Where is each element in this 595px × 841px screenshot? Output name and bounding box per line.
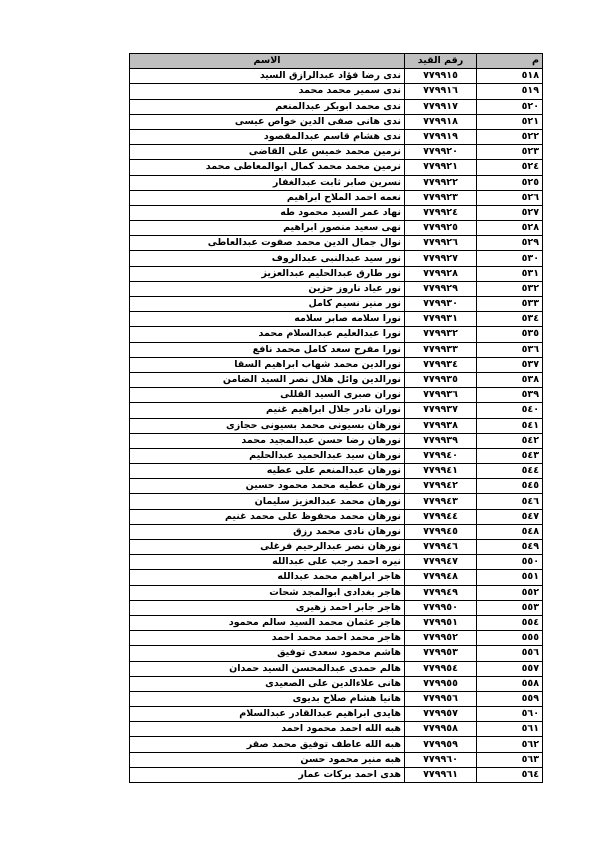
- row-name-cell: نور طارق عبدالحليم عبدالعزيز: [130, 266, 405, 281]
- row-name-cell: نور سيد عبدالنبى عبدالروف: [130, 251, 405, 266]
- row-name-cell: ندى محمد ابوبكر عبدالمنعم: [130, 99, 405, 114]
- table-row: [130, 767, 543, 782]
- row-registration-number-cell: ٧٧٩٩٣٤: [405, 357, 477, 372]
- row-registration-number-cell: ٧٧٩٩٢٤: [405, 205, 477, 220]
- row-index-cell: ٥٢٥: [477, 175, 543, 190]
- row-registration-number-cell: ٧٧٩٩٣٥: [405, 372, 477, 387]
- row-name-cell: هبه الله احمد محمود احمد: [130, 722, 405, 737]
- table-row: [130, 403, 543, 418]
- row-index-cell: ٥٥٧: [477, 661, 543, 676]
- header-name: الاسم: [130, 54, 405, 69]
- row-name-cell: هانيا هشام صلاح بديوى: [130, 691, 405, 706]
- row-registration-number-cell: ٧٧٩٩٣٣: [405, 342, 477, 357]
- table-row: [130, 221, 543, 236]
- table-row: [130, 372, 543, 387]
- row-registration-number-cell: ٧٧٩٩٥٩: [405, 737, 477, 752]
- row-registration-number-cell: ٧٧٩٩١٧: [405, 99, 477, 114]
- row-registration-number-cell: ٧٧٩٩٣٨: [405, 418, 477, 433]
- row-name-cell: نهى سعيد منصور ابراهيم: [130, 221, 405, 236]
- table-row: [130, 357, 543, 372]
- row-name-cell: هبه الله عاطف توفيق محمد صقر: [130, 737, 405, 752]
- table-row: [130, 722, 543, 737]
- row-index-cell: ٥٤٧: [477, 509, 543, 524]
- table-row: [130, 236, 543, 251]
- row-registration-number-cell: ٧٧٩٩٤٧: [405, 555, 477, 570]
- row-index-cell: ٥٤٣: [477, 448, 543, 463]
- row-name-cell: ندى هانى صفى الدين خواص عيسى: [130, 114, 405, 129]
- table-row: [130, 524, 543, 539]
- row-name-cell: نرمين محمد محمد كمال ابوالمعاطى محمد: [130, 160, 405, 175]
- row-index-cell: ٥٥٣: [477, 600, 543, 615]
- row-registration-number-cell: ٧٧٩٩٤٩: [405, 585, 477, 600]
- row-index-cell: ٥٢٠: [477, 99, 543, 114]
- row-index-cell: ٥٥٩: [477, 691, 543, 706]
- row-name-cell: نرمين محمد خميس على القاضى: [130, 145, 405, 160]
- row-index-cell: ٥٢٧: [477, 205, 543, 220]
- table-row: [130, 69, 543, 84]
- row-index-cell: ٥٤٥: [477, 479, 543, 494]
- table-row: [130, 585, 543, 600]
- table-row: [130, 327, 543, 342]
- row-registration-number-cell: ٧٧٩٩٤٢: [405, 479, 477, 494]
- row-name-cell: نورهان بسيونى محمد بسيونى حجازى: [130, 418, 405, 433]
- table-row: [130, 418, 543, 433]
- table-row: [130, 145, 543, 160]
- row-name-cell: هالم حمدى عبدالمحسن السيد حمدان: [130, 661, 405, 676]
- row-registration-number-cell: ٧٧٩٩٢٥: [405, 221, 477, 236]
- row-index-cell: ٥٥٨: [477, 676, 543, 691]
- row-name-cell: نورا عبدالعليم عبدالسلام محمد: [130, 327, 405, 342]
- row-name-cell: هاشم محمود سعدى توفيق: [130, 646, 405, 661]
- table-row: [130, 494, 543, 509]
- row-name-cell: هاجر ابراهيم محمد عبدالله: [130, 570, 405, 585]
- row-name-cell: نوران صبرى السيد القللى: [130, 388, 405, 403]
- row-registration-number-cell: ٧٧٩٩١٩: [405, 129, 477, 144]
- header-registration-number: رقم القيد: [405, 54, 477, 69]
- table-row: [130, 281, 543, 296]
- row-name-cell: نورالدين وائل هلال نصر السيد الضامن: [130, 372, 405, 387]
- table-row: [130, 752, 543, 767]
- table-row: [130, 433, 543, 448]
- table-row: [130, 631, 543, 646]
- table-row: [130, 388, 543, 403]
- row-name-cell: نعمه احمد الملاح ابراهيم: [130, 190, 405, 205]
- row-name-cell: ندى هشام قاسم عبدالمقصود: [130, 129, 405, 144]
- table-header: [130, 54, 543, 69]
- row-name-cell: نورا مفرح سعد كامل محمد نافع: [130, 342, 405, 357]
- row-name-cell: هاجر عثمان محمد السيد سالم محمود: [130, 615, 405, 630]
- row-name-cell: هاجر بغدادى ابوالمجد شحات: [130, 585, 405, 600]
- row-index-cell: ٥٤١: [477, 418, 543, 433]
- row-registration-number-cell: ٧٧٩٩٥٧: [405, 707, 477, 722]
- row-index-cell: ٥٤٩: [477, 540, 543, 555]
- table-row: [130, 175, 543, 190]
- row-index-cell: ٥٤٠: [477, 403, 543, 418]
- row-name-cell: ندى رضا فؤاد عبدالرازق السيد: [130, 69, 405, 84]
- row-registration-number-cell: ٧٧٩٩٢٩: [405, 281, 477, 296]
- row-index-cell: ٥٥٠: [477, 555, 543, 570]
- row-name-cell: هدى احمد بركات عمار: [130, 767, 405, 782]
- row-index-cell: ٥٤٤: [477, 464, 543, 479]
- row-registration-number-cell: ٧٧٩٩٥١: [405, 615, 477, 630]
- row-registration-number-cell: ٧٧٩٩٥٣: [405, 646, 477, 661]
- table-row: [130, 99, 543, 114]
- row-registration-number-cell: ٧٧٩٩٣٧: [405, 403, 477, 418]
- table-body: [130, 69, 543, 783]
- row-registration-number-cell: ٧٧٩٩٤٣: [405, 494, 477, 509]
- row-name-cell: هبه منير محمود حسن: [130, 752, 405, 767]
- table-row: [130, 737, 543, 752]
- row-registration-number-cell: ٧٧٩٩٤٥: [405, 524, 477, 539]
- row-registration-number-cell: ٧٧٩٩٤٠: [405, 448, 477, 463]
- row-registration-number-cell: ٧٧٩٩٢٢: [405, 175, 477, 190]
- header-index: م: [477, 54, 543, 69]
- row-registration-number-cell: ٧٧٩٩٥٥: [405, 676, 477, 691]
- row-name-cell: نورهان عبدالمنعم على عطيه: [130, 464, 405, 479]
- row-index-cell: ٥٢٤: [477, 160, 543, 175]
- row-name-cell: نورهان محمد عبدالعزيز سليمان: [130, 494, 405, 509]
- row-name-cell: نورهان عطيه محمد محمود حسين: [130, 479, 405, 494]
- row-registration-number-cell: ٧٧٩٩٣٢: [405, 327, 477, 342]
- row-index-cell: ٥٣٥: [477, 327, 543, 342]
- row-name-cell: نورهان نادى محمد رزق: [130, 524, 405, 539]
- table-row: [130, 129, 543, 144]
- row-index-cell: ٥٦٣: [477, 752, 543, 767]
- row-registration-number-cell: ٧٧٩٩١٥: [405, 69, 477, 84]
- table-row: [130, 691, 543, 706]
- row-registration-number-cell: ٧٧٩٩٣٩: [405, 433, 477, 448]
- row-registration-number-cell: ٧٧٩٩٥٦: [405, 691, 477, 706]
- table-row: [130, 297, 543, 312]
- row-registration-number-cell: ٧٧٩٩٢٧: [405, 251, 477, 266]
- row-name-cell: نسرين صابر ثابت عبدالغفار: [130, 175, 405, 190]
- row-registration-number-cell: ٧٧٩٩٣١: [405, 312, 477, 327]
- row-registration-number-cell: ٧٧٩٩٥٢: [405, 631, 477, 646]
- table-row: [130, 540, 543, 555]
- table-row: [130, 448, 543, 463]
- row-index-cell: ٥٥٤: [477, 615, 543, 630]
- table-row: [130, 615, 543, 630]
- row-name-cell: نورالدين محمد شهاب ابراهيم السقا: [130, 357, 405, 372]
- row-name-cell: نور عياد ناروز حزين: [130, 281, 405, 296]
- table-row: [130, 479, 543, 494]
- row-index-cell: ٥٥٢: [477, 585, 543, 600]
- row-name-cell: نورهان نصر عبدالرحيم فرغلى: [130, 540, 405, 555]
- table-row: [130, 661, 543, 676]
- row-name-cell: نورهان محمد محفوظ على محمد غنيم: [130, 509, 405, 524]
- row-index-cell: ٥٢٨: [477, 221, 543, 236]
- row-index-cell: ٥٢٩: [477, 236, 543, 251]
- row-registration-number-cell: ٧٧٩٩٢٣: [405, 190, 477, 205]
- table-row: [130, 676, 543, 691]
- row-registration-number-cell: ٧٧٩٩٣٦: [405, 388, 477, 403]
- table-row: [130, 205, 543, 220]
- row-registration-number-cell: ٧٧٩٩٢٨: [405, 266, 477, 281]
- row-name-cell: هانى علاءالدين على الصعيدى: [130, 676, 405, 691]
- row-index-cell: ٥٣٠: [477, 251, 543, 266]
- table-row: [130, 114, 543, 129]
- row-index-cell: ٥٦٤: [477, 767, 543, 782]
- header-row: [130, 54, 543, 69]
- table-row: [130, 190, 543, 205]
- row-index-cell: ٥٣٨: [477, 372, 543, 387]
- row-index-cell: ٥٣٦: [477, 342, 543, 357]
- row-index-cell: ٥٤٨: [477, 524, 543, 539]
- table-row: [130, 646, 543, 661]
- row-name-cell: هاجر جابر احمد زهيرى: [130, 600, 405, 615]
- table-row: [130, 570, 543, 585]
- table-row: [130, 160, 543, 175]
- table-row: [130, 312, 543, 327]
- row-registration-number-cell: ٧٧٩٩١٨: [405, 114, 477, 129]
- row-registration-number-cell: ٧٧٩٩٤٤: [405, 509, 477, 524]
- table-row: [130, 464, 543, 479]
- row-index-cell: ٥٣٢: [477, 281, 543, 296]
- row-name-cell: نوال جمال الدين محمد صفوت عبدالعاطى: [130, 236, 405, 251]
- row-index-cell: ٥٣١: [477, 266, 543, 281]
- row-index-cell: ٥٢٦: [477, 190, 543, 205]
- row-index-cell: ٥٦٠: [477, 707, 543, 722]
- row-registration-number-cell: ٧٧٩٩٦٠: [405, 752, 477, 767]
- row-index-cell: ٥٢٣: [477, 145, 543, 160]
- row-registration-number-cell: ٧٧٩٩٥٠: [405, 600, 477, 615]
- table-row: [130, 342, 543, 357]
- row-name-cell: هاجر محمد احمد محمد احمد: [130, 631, 405, 646]
- row-registration-number-cell: ٧٧٩٩٣٠: [405, 297, 477, 312]
- row-registration-number-cell: ٧٧٩٩١٦: [405, 84, 477, 99]
- row-index-cell: ٥١٩: [477, 84, 543, 99]
- row-index-cell: ٥٤٢: [477, 433, 543, 448]
- row-registration-number-cell: ٧٧٩٩٦١: [405, 767, 477, 782]
- row-index-cell: ٥٣٩: [477, 388, 543, 403]
- row-index-cell: ٥٥١: [477, 570, 543, 585]
- row-registration-number-cell: ٧٧٩٩٢٦: [405, 236, 477, 251]
- table-row: [130, 509, 543, 524]
- row-index-cell: ٥٦٢: [477, 737, 543, 752]
- student-roster-table: [129, 53, 543, 783]
- table-row: [130, 84, 543, 99]
- row-index-cell: ٥٥٥: [477, 631, 543, 646]
- row-name-cell: هايدى ابراهيم عبدالقادر عبدالسلام: [130, 707, 405, 722]
- row-name-cell: نيره احمد رجب على عبدالله: [130, 555, 405, 570]
- row-name-cell: ندى سمير محمد محمد: [130, 84, 405, 99]
- row-registration-number-cell: ٧٧٩٩٤٦: [405, 540, 477, 555]
- row-registration-number-cell: ٧٧٩٩٤٨: [405, 570, 477, 585]
- row-registration-number-cell: ٧٧٩٩٥٤: [405, 661, 477, 676]
- row-name-cell: نورهان رضا حسن عبدالمجيد محمد: [130, 433, 405, 448]
- row-index-cell: ٥٣٤: [477, 312, 543, 327]
- row-name-cell: نوران نادر جلال ابراهيم غنيم: [130, 403, 405, 418]
- row-registration-number-cell: ٧٧٩٩٢١: [405, 160, 477, 175]
- table-row: [130, 600, 543, 615]
- row-registration-number-cell: ٧٧٩٩٥٨: [405, 722, 477, 737]
- table-row: [130, 251, 543, 266]
- row-index-cell: ٥٥٦: [477, 646, 543, 661]
- table-row: [130, 555, 543, 570]
- row-index-cell: ٥١٨: [477, 69, 543, 84]
- row-index-cell: ٥٤٦: [477, 494, 543, 509]
- row-name-cell: نهاد عمر السيد محمود طه: [130, 205, 405, 220]
- table-row: [130, 266, 543, 281]
- row-name-cell: نورا سلامه صابر سلامه: [130, 312, 405, 327]
- row-index-cell: ٥٣٧: [477, 357, 543, 372]
- row-registration-number-cell: ٧٧٩٩٢٠: [405, 145, 477, 160]
- row-name-cell: نورهان سيد عبدالحميد عبدالحليم: [130, 448, 405, 463]
- table-row: [130, 707, 543, 722]
- row-index-cell: ٥٣٣: [477, 297, 543, 312]
- row-index-cell: ٥٦١: [477, 722, 543, 737]
- row-name-cell: نور منير نسيم كامل: [130, 297, 405, 312]
- row-index-cell: ٥٢١: [477, 114, 543, 129]
- row-index-cell: ٥٢٢: [477, 129, 543, 144]
- row-registration-number-cell: ٧٧٩٩٤١: [405, 464, 477, 479]
